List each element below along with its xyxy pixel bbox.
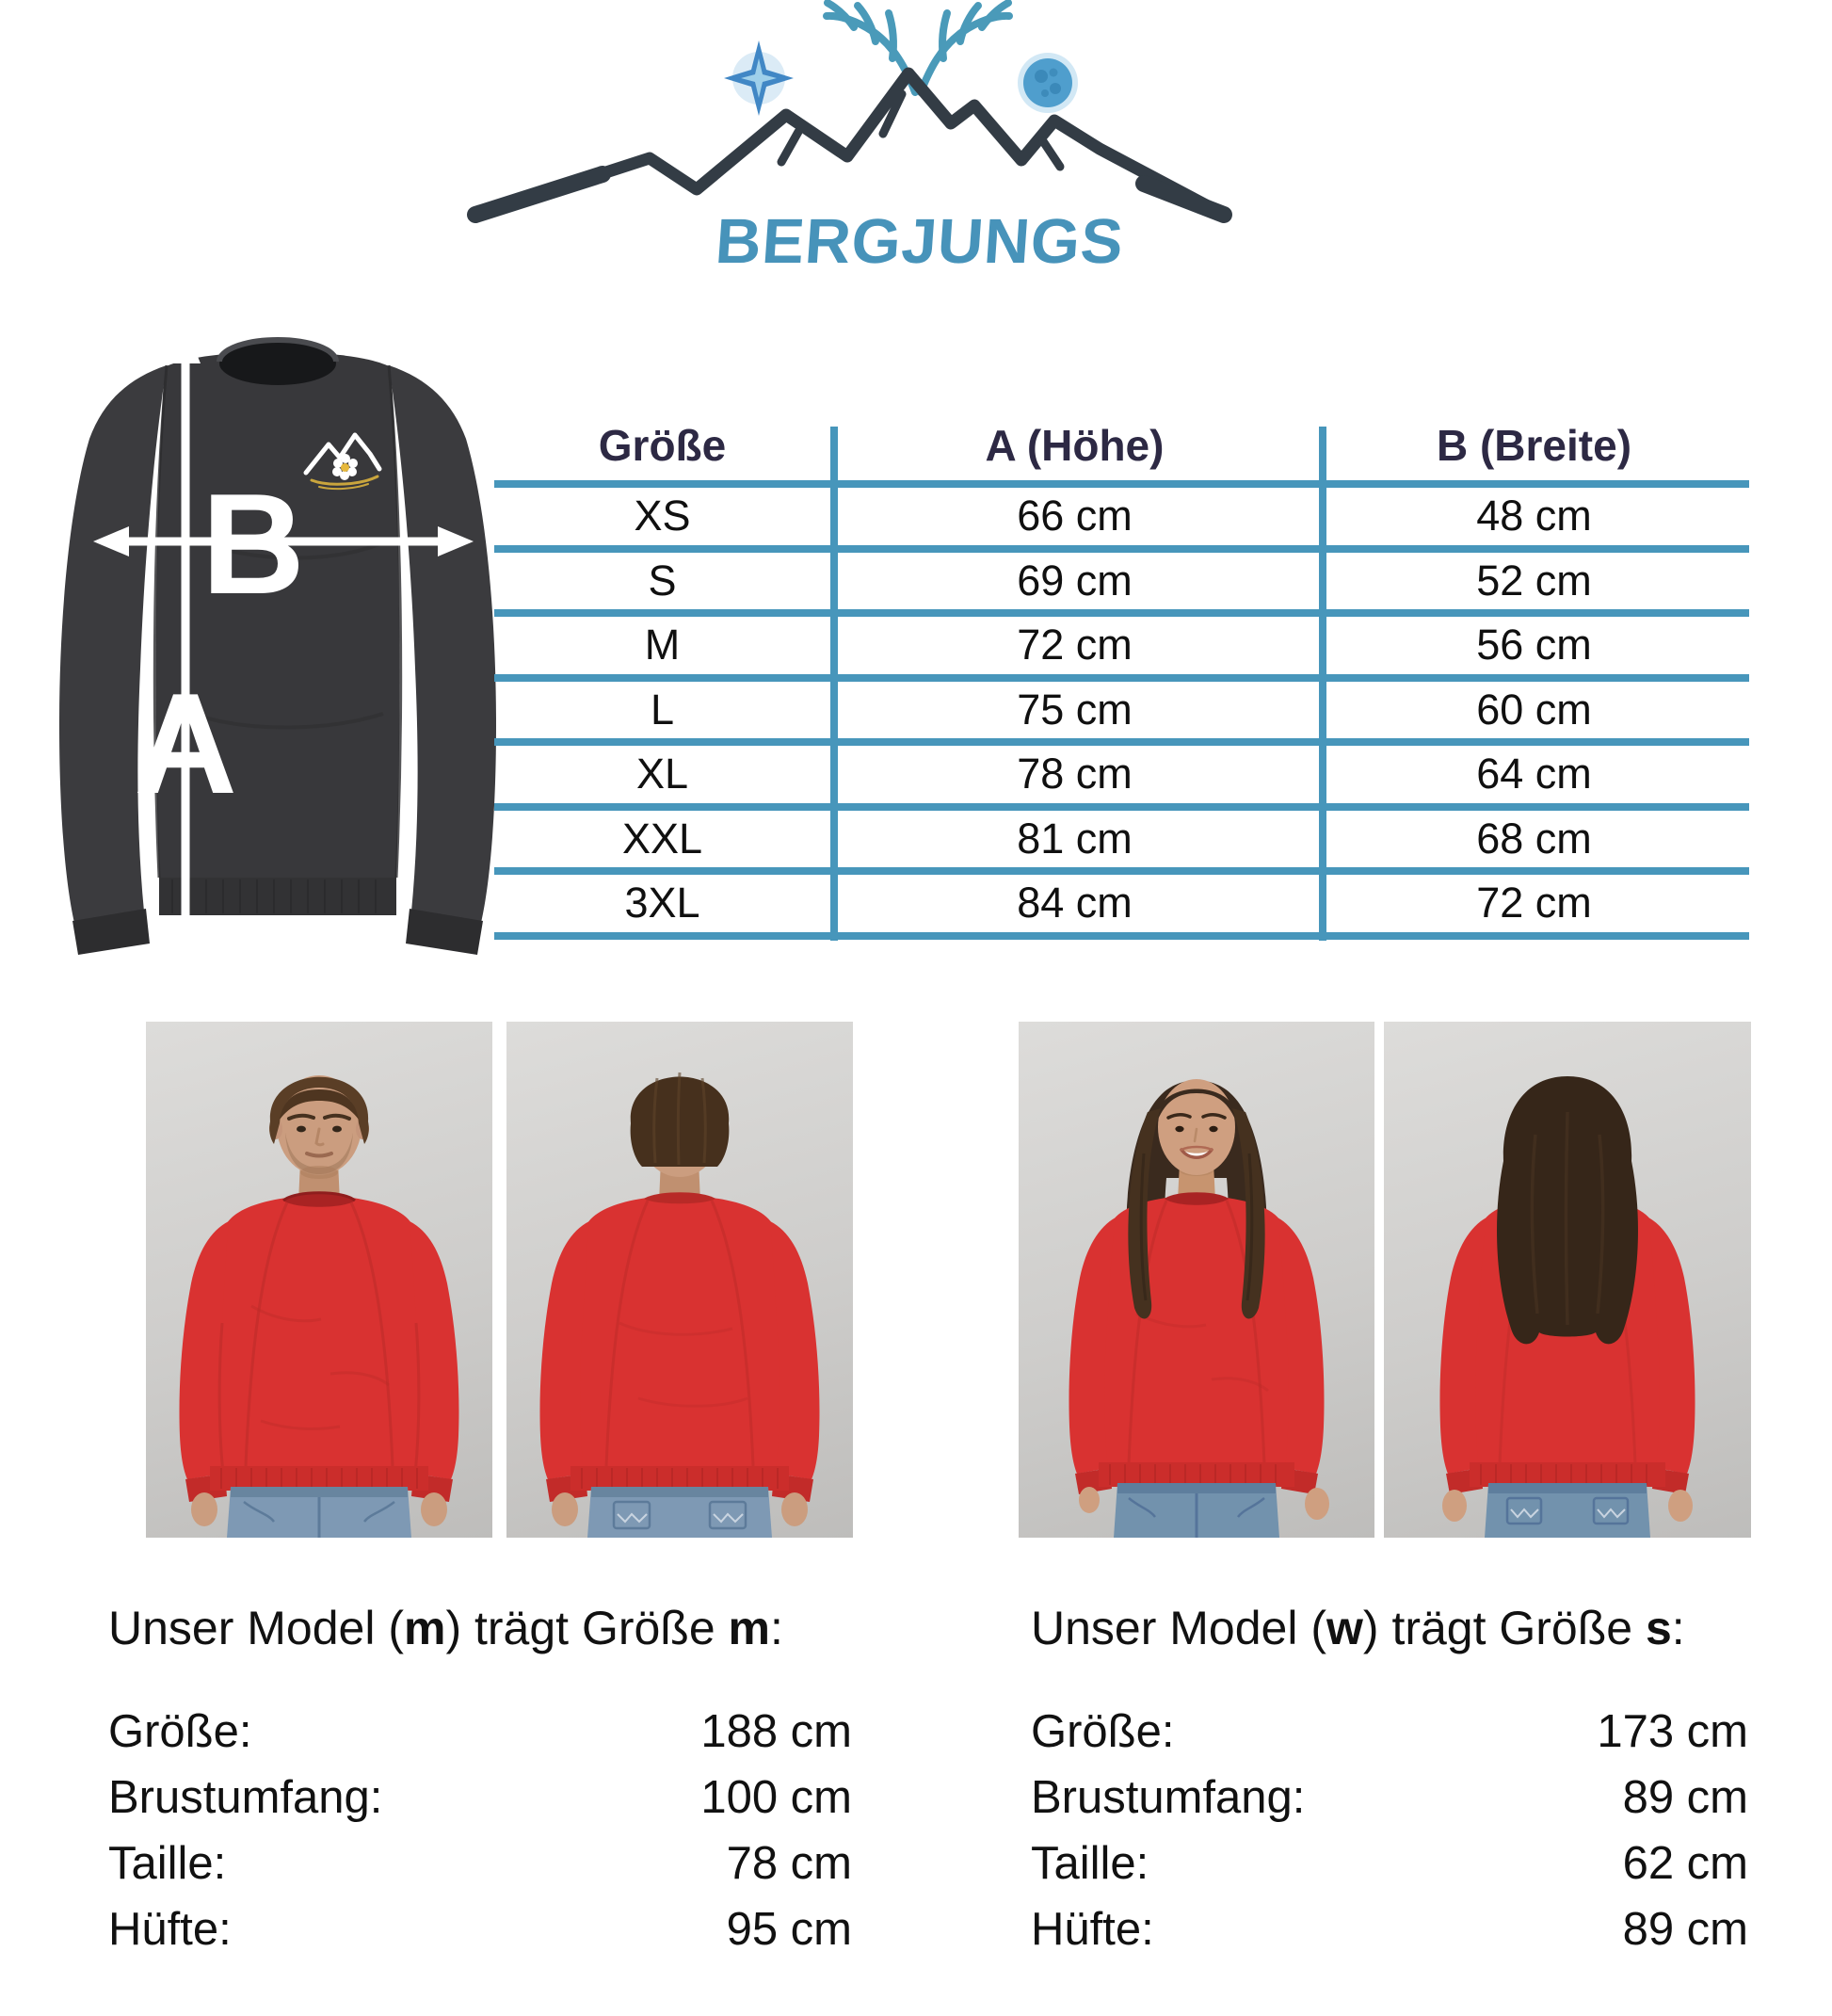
diagram-label-a: A bbox=[134, 664, 237, 824]
diagram-label-b: B bbox=[201, 464, 305, 624]
heading-text: ) trägt Größe bbox=[1362, 1602, 1646, 1654]
measurement-label: Größe: bbox=[1031, 1706, 1175, 1757]
measurement-row bbox=[1031, 1699, 1748, 1765]
cell-width: 72 cm bbox=[1476, 879, 1592, 927]
measurement-row bbox=[1031, 1896, 1748, 1962]
photo-man-back bbox=[506, 1022, 853, 1538]
sparkle-icon bbox=[724, 40, 794, 116]
measurement-value: 89 cm bbox=[1622, 1772, 1748, 1823]
heading-bold: s bbox=[1645, 1602, 1672, 1654]
heading-text: Unser Model ( bbox=[1031, 1602, 1326, 1654]
cell-width: 68 cm bbox=[1476, 814, 1592, 863]
measurement-value: 188 cm bbox=[700, 1706, 852, 1757]
measurement-row bbox=[108, 1765, 852, 1831]
cell-size: XL bbox=[635, 750, 689, 798]
heading-text: : bbox=[770, 1602, 783, 1654]
model-heading-men bbox=[108, 1601, 783, 1655]
mountains-icon bbox=[475, 73, 1224, 215]
measurements-men bbox=[108, 1699, 852, 1962]
table-grid-line bbox=[494, 932, 1749, 940]
measurement-row bbox=[108, 1699, 852, 1765]
table-row bbox=[494, 486, 1749, 546]
heading-text: : bbox=[1671, 1602, 1685, 1654]
table-grid-line bbox=[494, 738, 1749, 746]
cell-height: 66 cm bbox=[1017, 492, 1133, 540]
moon-icon bbox=[1018, 53, 1078, 113]
table-grid-line bbox=[494, 545, 1749, 553]
size-table-header bbox=[494, 411, 1749, 480]
table-row bbox=[494, 551, 1749, 611]
cell-size: S bbox=[648, 556, 677, 605]
table-row bbox=[494, 873, 1749, 933]
heading-text: Unser Model ( bbox=[108, 1602, 404, 1654]
heading-bold: m bbox=[404, 1602, 446, 1654]
heading-bold: m bbox=[728, 1602, 771, 1654]
cell-height: 81 cm bbox=[1017, 814, 1133, 863]
table-row bbox=[494, 809, 1749, 869]
brand-logo bbox=[414, 0, 1412, 235]
measurement-label: Taille: bbox=[1031, 1838, 1149, 1889]
cell-size: XXL bbox=[621, 814, 703, 863]
cell-width: 52 cm bbox=[1476, 556, 1592, 605]
brand-name: BERGJUNGS bbox=[713, 206, 1127, 277]
model-heading-women bbox=[1031, 1601, 1685, 1655]
measurement-value: 173 cm bbox=[1597, 1706, 1748, 1757]
measurement-label: Brustumfang: bbox=[1031, 1772, 1306, 1823]
cell-size: XS bbox=[634, 492, 691, 540]
cell-width: 60 cm bbox=[1476, 685, 1592, 734]
cell-height: 72 cm bbox=[1017, 621, 1133, 669]
table-grid-line bbox=[830, 427, 838, 941]
sweatshirt-illustration bbox=[59, 340, 496, 955]
table-row bbox=[494, 744, 1749, 804]
cell-width: 48 cm bbox=[1476, 492, 1592, 540]
measurement-row bbox=[108, 1831, 852, 1896]
column-header-width: B (Breite) bbox=[1436, 421, 1632, 470]
measurement-label: Hüfte: bbox=[1031, 1904, 1154, 1955]
column-header-height: A (Höhe) bbox=[985, 421, 1165, 470]
measurement-value: 95 cm bbox=[726, 1904, 852, 1955]
table-grid-line bbox=[1319, 427, 1326, 941]
measurement-value: 78 cm bbox=[726, 1838, 852, 1889]
column-header-size: Größe bbox=[598, 421, 727, 470]
measurement-value: 62 cm bbox=[1622, 1838, 1748, 1889]
heading-bold: w bbox=[1326, 1602, 1363, 1654]
woman-front-illustration bbox=[1019, 1022, 1374, 1538]
cell-width: 64 cm bbox=[1476, 750, 1592, 798]
measurement-value: 100 cm bbox=[700, 1772, 852, 1823]
table-row bbox=[494, 680, 1749, 740]
man-back-illustration bbox=[506, 1022, 853, 1538]
cell-width: 56 cm bbox=[1476, 621, 1592, 669]
cell-size: L bbox=[650, 685, 675, 734]
measurement-label: Taille: bbox=[108, 1838, 227, 1889]
size-diagram bbox=[24, 311, 551, 970]
table-grid-line bbox=[494, 867, 1749, 875]
measurement-row bbox=[1031, 1765, 1748, 1831]
cell-height: 75 cm bbox=[1017, 685, 1133, 734]
woman-back-illustration bbox=[1384, 1022, 1751, 1538]
cell-height: 69 cm bbox=[1017, 556, 1133, 605]
measurement-row bbox=[108, 1896, 852, 1962]
cell-size: M bbox=[644, 621, 681, 669]
measurement-label: Brustumfang: bbox=[108, 1772, 383, 1823]
table-grid-line bbox=[494, 803, 1749, 811]
measurement-label: Größe: bbox=[108, 1706, 252, 1757]
photo-woman-front bbox=[1019, 1022, 1374, 1538]
cell-size: 3XL bbox=[624, 879, 700, 927]
man-front-illustration bbox=[146, 1022, 492, 1538]
measurement-value: 89 cm bbox=[1622, 1904, 1748, 1955]
table-grid-line bbox=[494, 480, 1749, 488]
measurement-label: Hüfte: bbox=[108, 1904, 232, 1955]
measurement-row bbox=[1031, 1831, 1748, 1896]
cell-height: 84 cm bbox=[1017, 879, 1133, 927]
table-row bbox=[494, 615, 1749, 675]
heading-text: ) trägt Größe bbox=[445, 1602, 729, 1654]
cell-height: 78 cm bbox=[1017, 750, 1133, 798]
photo-man-front bbox=[146, 1022, 492, 1538]
photo-woman-back bbox=[1384, 1022, 1751, 1538]
measurements-women bbox=[1031, 1699, 1748, 1962]
table-grid-line bbox=[494, 674, 1749, 682]
table-grid-line bbox=[494, 609, 1749, 617]
